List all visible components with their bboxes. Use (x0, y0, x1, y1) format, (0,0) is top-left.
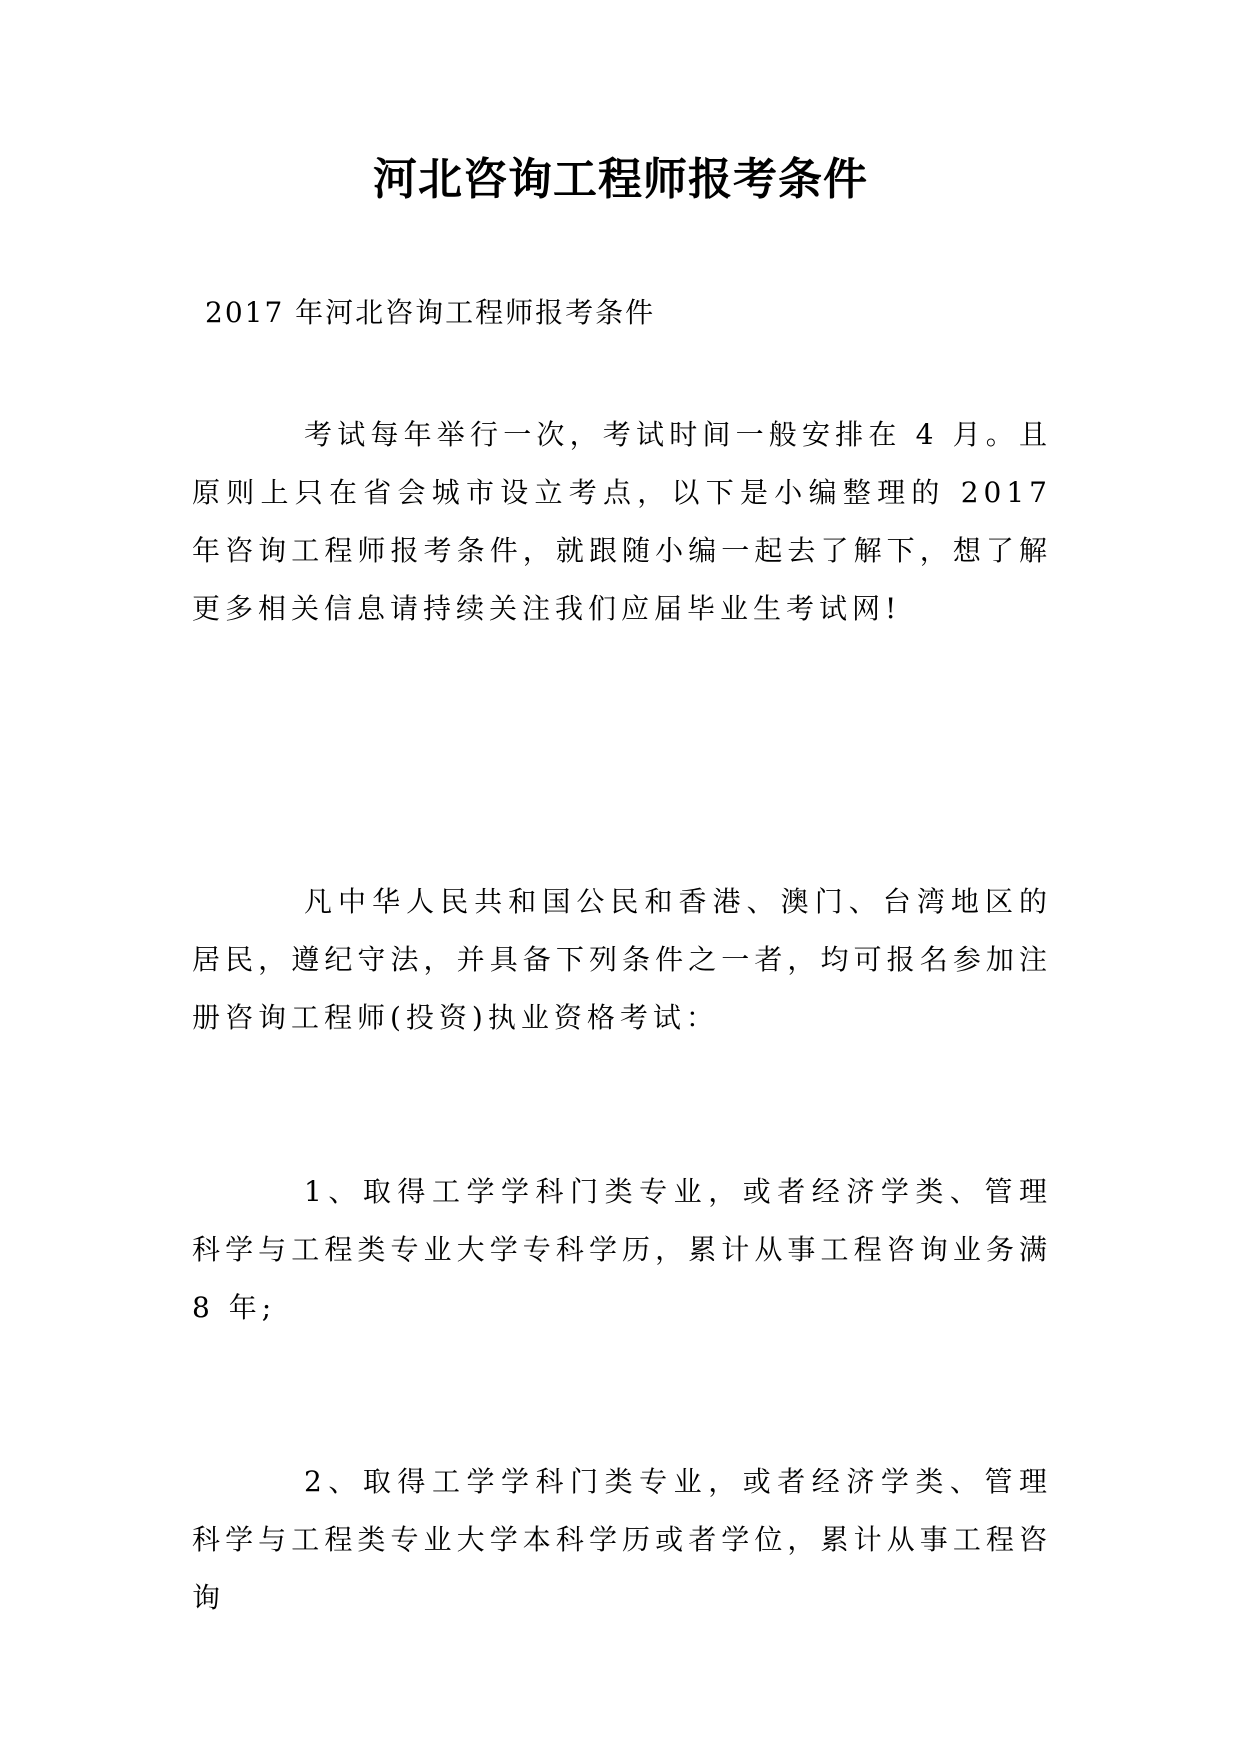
document-title: 河北咨询工程师报考条件 (373, 154, 868, 205)
document-subtitle: 2017 年河北咨询工程师报考条件 (205, 296, 656, 329)
paragraph-condition-2: 2、取得工学学科门类专业，或者经济学类、管理科学与工程类专业大学本科学历或者学位，累计从事工程咨询 (192, 1465, 1052, 1614)
paragraph-eligibility: 凡中华人民共和国公民和香港、澳门、台湾地区的居民，遵纪守法，并具备下列条件之一者，均可报名参加注册咨询工程师(投资)执业资格考试： (192, 885, 1052, 1034)
paragraph-condition-1: 1、取得工学学科门类专业，或者经济学类、管理科学与工程类专业大学专科学历，累计从事工程咨询业务满 8 年; (192, 1175, 1052, 1324)
paragraph-intro: 考试每年举行一次，考试时间一般安排在 4 月。且原则上只在省会城市设立考点，以下是小编整理的 2017 年咨询工程师报考条件，就跟随小编一起去了解下，想了解更多相关信息请持续关注我们应届毕业生考试网! (192, 418, 1052, 625)
